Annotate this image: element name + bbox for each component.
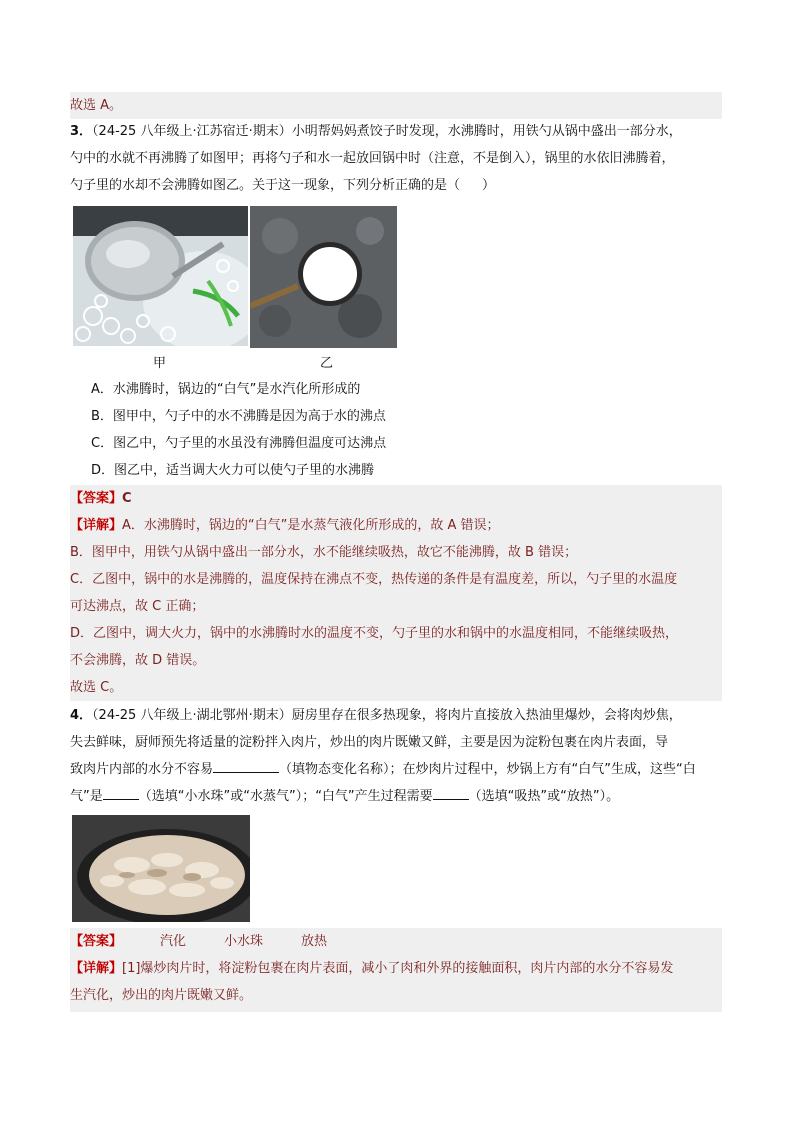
q3-detail-line-6: 不会沸腾，故 D 错误。 <box>70 647 722 674</box>
q4-answer-2: 小水珠 <box>224 934 264 949</box>
q4-detail-text-1: [1]爆炒肉片时，将淀粉包裹在肉片表面，减小了肉和外界的接触面积，肉片内部的水分不容易发 <box>122 961 674 976</box>
q3-conclusion: 故选 C。 <box>70 674 722 701</box>
q4-stem-text-4c: （选填“吸热”或“放热”）。 <box>468 789 620 804</box>
q3-number: 3． <box>70 124 93 139</box>
q3-detail-text-1: A．水沸腾时，锅边的“白气”是水蒸气液化所形成的，故 A 错误； <box>122 518 500 533</box>
q3-stem-text-1: 小明帮妈妈煮饺子时发现，水沸腾时，用铁勺从锅中盛出一部分水， <box>291 124 682 139</box>
q4-blank-1 <box>213 758 279 773</box>
q3-detail-line-4: 可达沸点，故 C 正确； <box>70 593 722 620</box>
q4-stem-line-3 <box>70 756 696 783</box>
stir-fry-meat-photo <box>72 815 250 922</box>
q3-stem-text-3: 勺子里的水却不会沸腾如图乙。关于这一现象，下列分析正确的是（ <box>70 178 461 193</box>
q3-answer <box>70 485 722 512</box>
q4-answer-label: 【答案】 <box>70 934 123 949</box>
prev-conclusion: 故选 A。 <box>70 92 722 119</box>
q3-detail-line-1 <box>70 512 722 539</box>
q4-answer-3: 放热 <box>301 934 328 949</box>
q3-detail-label: 【详解】 <box>70 518 123 533</box>
q4-stem-text-4a: 气”是 <box>70 789 103 804</box>
q4-detail-line-1 <box>70 955 722 982</box>
q4-blank-2 <box>103 785 139 800</box>
q4-stem-text-3a: 致肉片内部的水分不容易 <box>70 762 214 777</box>
q4-blank-3 <box>433 785 469 800</box>
q3-option-d: D．图乙中，适当调大火力可以使勺子里的水沸腾 <box>91 463 375 478</box>
figure-jia-caption: 甲 <box>153 356 167 371</box>
q3-option-a: A．水沸腾时，锅边的“白气”是水汽化所形成的 <box>91 382 361 397</box>
q4-source: （24-25 八年级上·湖北鄂州·期末） <box>92 708 292 723</box>
figure-yi-photo <box>250 206 397 348</box>
q3-source: （24-25 八年级上·江苏宿迁·期末） <box>92 124 292 139</box>
q3-stem-bracket: ） <box>482 178 496 193</box>
figure-jia-photo <box>73 206 248 346</box>
q3-detail-line-3: C．乙图中，锅中的水是沸腾的，温度保持在沸点不变，热传递的条件是有温度差，所以，勺子里的水温度 <box>70 566 722 593</box>
q3-option-c: C．图乙中，勺子里的水虽没有沸腾但温度可达沸点 <box>91 436 387 451</box>
q4-stem-text-4b: （选填“小水珠”或“水蒸气”）；“白气”产生过程需要 <box>138 789 433 804</box>
q4-detail-line-2: 生汽化，炒出的肉片既嫩又鲜。 <box>70 982 722 1012</box>
q4-answer <box>70 928 722 955</box>
q3-stem-line-2: 勺中的水就不再沸腾了如图甲；再将勺子和水一起放回锅中时（注意，不是倒入），锅里的水依旧沸腾着， <box>70 151 675 166</box>
ladle-boiling-water-image <box>73 206 248 346</box>
q4-stem-text-3b: （填物态变化名称）；在炒肉片过程中，炒锅上方有“白气”生成，这些“白 <box>279 762 696 777</box>
q4-stem-text-1: 厨房里存在很多热现象，将肉片直接放入热油里爆炒，会将肉炒焦， <box>291 708 682 723</box>
q4-stem-line-2: 失去鲜味，厨师预先将适量的淀粉拌入肉片，炒出的肉片既嫩又鲜，主要是因为淀粉包裹在肉片表面，导 <box>70 735 669 750</box>
q4-detail-label: 【详解】 <box>70 961 123 976</box>
q3-detail-line-2: B．图甲中，用铁勺从锅中盛出一部分水，水不能继续吸热，故它不能沸腾，故 B 错误； <box>70 539 722 566</box>
stir-fry-meat-image <box>72 815 250 922</box>
ladle-in-pot-image <box>250 206 397 348</box>
q4-stem-line-4 <box>70 783 619 810</box>
q3-option-b: B．图甲中，勺子中的水不沸腾是因为高于水的沸点 <box>91 409 386 424</box>
q3-answer-value: C <box>122 491 132 506</box>
figure-yi-caption: 乙 <box>320 356 334 371</box>
q4-stem-line-1 <box>70 702 682 729</box>
q3-stem-line-3 <box>70 172 495 199</box>
q3-answer-label: 【答案】 <box>70 491 123 506</box>
q4-number: 4． <box>70 708 93 723</box>
q3-stem-line-1 <box>70 118 682 145</box>
q4-answer-1: 汽化 <box>160 934 187 949</box>
q3-detail-line-5: D．乙图中，调大火力，锅中的水沸腾时水的温度不变，勺子里的水和锅中的水温度相同，不能继续吸热， <box>70 620 722 647</box>
